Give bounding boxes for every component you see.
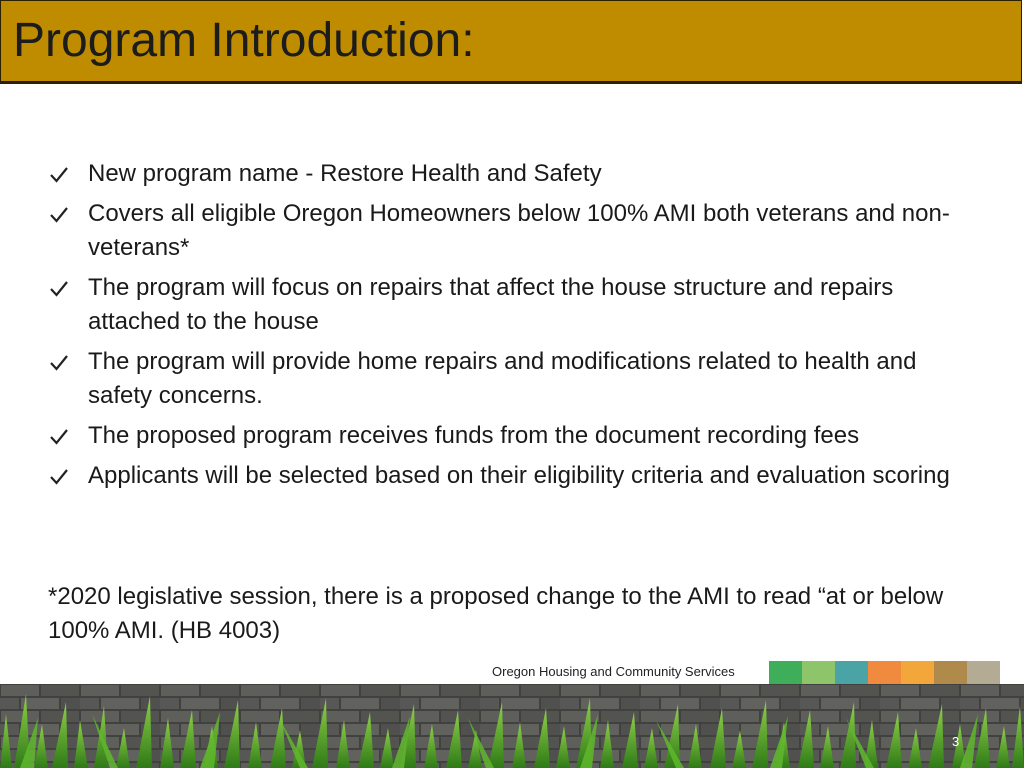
color-swatch bbox=[868, 661, 901, 684]
color-swatch-bar bbox=[769, 661, 1000, 684]
color-swatch bbox=[769, 661, 802, 684]
brick-wall-grass-banner bbox=[0, 684, 1024, 768]
bullet-item bbox=[48, 345, 968, 413]
bullet-text: New program name - Restore Health and Safety bbox=[88, 160, 602, 187]
bullet-text: The program will provide home repairs and modifications related to health and safety concerns. bbox=[88, 348, 917, 409]
bullet-list bbox=[48, 157, 968, 499]
checkmark-icon bbox=[48, 197, 72, 231]
footnote: *2020 legislative session, there is a proposed change to the AMI to read “at or below 100% AMI. (HB 4003) bbox=[48, 583, 944, 644]
bullet-item bbox=[48, 271, 968, 339]
checkmark-icon bbox=[48, 459, 72, 493]
bullet-item bbox=[48, 197, 968, 265]
checkmark-icon bbox=[48, 157, 72, 191]
color-swatch bbox=[967, 661, 1000, 684]
bullet-text: Applicants will be selected based on their eligibility criteria and evaluation scoring bbox=[88, 462, 950, 489]
bullet-item bbox=[48, 419, 968, 453]
bullet-item bbox=[48, 157, 968, 191]
bullet-item bbox=[48, 459, 968, 493]
color-swatch bbox=[802, 661, 835, 684]
brick-grass-illustration bbox=[0, 684, 1024, 768]
slide-title: Program Introduction: bbox=[13, 14, 475, 67]
bullet-text: Covers all eligible Oregon Homeowners below 100% AMI both veterans and non-veterans* bbox=[88, 200, 950, 261]
bullet-text: The program will focus on repairs that affect the house structure and repairs attached to the house bbox=[88, 274, 894, 335]
title-bar bbox=[0, 0, 1022, 84]
organization-name: Oregon Housing and Community Services bbox=[492, 664, 735, 679]
page-number: 3 bbox=[952, 734, 960, 749]
checkmark-icon bbox=[48, 345, 72, 379]
checkmark-icon bbox=[48, 419, 72, 453]
bullet-text: The proposed program receives funds from the document recording fees bbox=[88, 422, 860, 449]
color-swatch bbox=[934, 661, 967, 684]
color-swatch bbox=[835, 661, 868, 684]
checkmark-icon bbox=[48, 271, 72, 305]
color-swatch bbox=[901, 661, 934, 684]
